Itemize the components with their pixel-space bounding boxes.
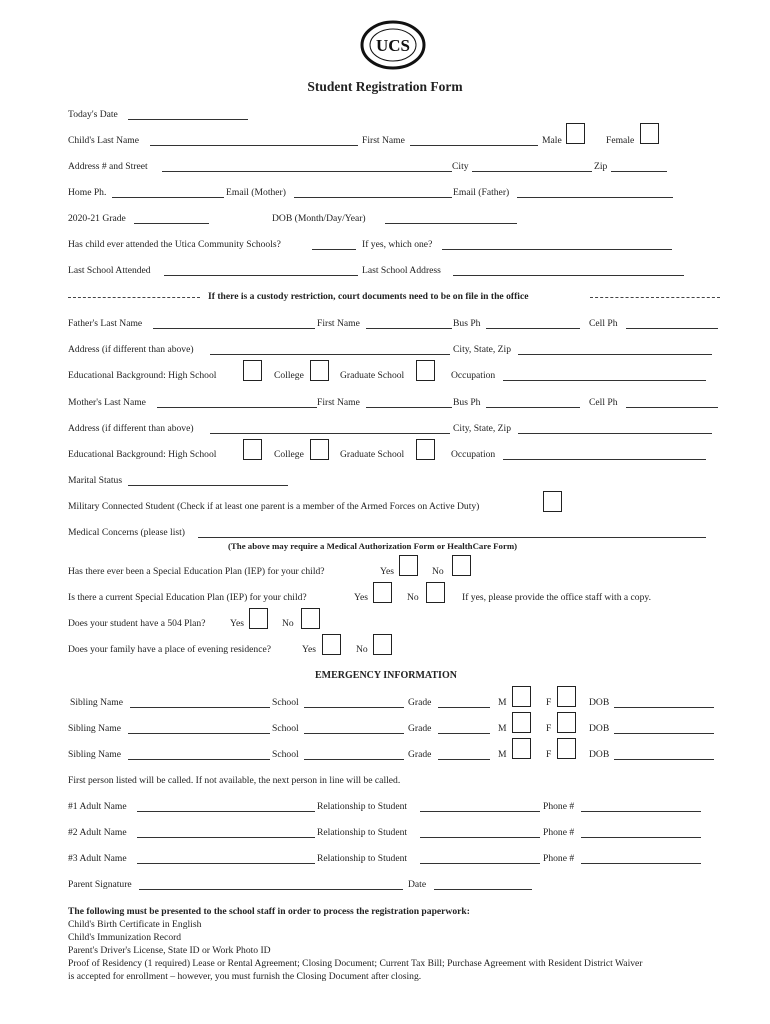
last-school-address-field[interactable] bbox=[453, 275, 684, 276]
military-checkbox[interactable] bbox=[543, 491, 562, 512]
zip-field[interactable] bbox=[611, 171, 667, 172]
military-label: Military Connected Student (Check if at least one parent is a member of the Armed Forces on Active Duty) bbox=[68, 501, 480, 512]
grade-field[interactable] bbox=[134, 223, 209, 224]
last-school-field[interactable] bbox=[164, 275, 358, 276]
emergency-header: EMERGENCY INFORMATION bbox=[315, 670, 457, 681]
sibling-grade-label: Grade bbox=[408, 723, 432, 734]
address-label: Address # and Street bbox=[68, 161, 148, 172]
mother-education-label: Educational Background: High School bbox=[68, 449, 217, 460]
adult-3-phone-field[interactable] bbox=[581, 863, 701, 864]
evening-residence-question: Does your family have a place of evening residence? bbox=[68, 644, 271, 655]
mother-high-school-checkbox[interactable] bbox=[243, 439, 262, 460]
father-occupation-field[interactable] bbox=[503, 380, 706, 381]
plan504-yes-checkbox[interactable] bbox=[249, 608, 268, 629]
adult-3-relationship-field[interactable] bbox=[420, 863, 540, 864]
father-city-state-zip-field[interactable] bbox=[518, 354, 712, 355]
mother-college-checkbox[interactable] bbox=[310, 439, 329, 460]
mother-cell-phone-field[interactable] bbox=[626, 407, 718, 408]
sibling-f-checkbox[interactable] bbox=[557, 712, 576, 733]
adult-1-label: #1 Adult Name bbox=[68, 801, 127, 812]
mother-first-name-field[interactable] bbox=[366, 407, 452, 408]
female-label: Female bbox=[606, 135, 635, 146]
father-address-field[interactable] bbox=[210, 354, 450, 355]
father-occupation-label: Occupation bbox=[451, 370, 496, 381]
attended-question: Has child ever attended the Utica Community Schools? bbox=[68, 239, 281, 250]
father-cell-phone-label: Cell Ph bbox=[589, 318, 618, 329]
mother-address-label: Address (if different than above) bbox=[68, 423, 194, 434]
father-grad-checkbox[interactable] bbox=[416, 360, 435, 381]
mother-college-label: College bbox=[274, 449, 304, 460]
svg-text:UCS: UCS bbox=[375, 36, 411, 55]
sibling-grade-label: Grade bbox=[408, 697, 432, 708]
sibling-dob-field[interactable] bbox=[614, 733, 714, 734]
home-phone-field[interactable] bbox=[112, 197, 224, 198]
adult-2-phone-field[interactable] bbox=[581, 837, 701, 838]
requirement-item: Parent's Driver's License, State ID or Work Photo ID bbox=[68, 945, 271, 956]
sibling-name-field[interactable] bbox=[130, 707, 270, 708]
sibling-f-checkbox[interactable] bbox=[557, 738, 576, 759]
sibling-school-label: School bbox=[272, 697, 299, 708]
sibling-grade-label: Grade bbox=[408, 749, 432, 760]
adult-2-label: #2 Adult Name bbox=[68, 827, 127, 838]
iep2-yes-label: Yes bbox=[354, 592, 368, 603]
iep-question-1: Has there ever been a Special Education Plan (IEP) for your child? bbox=[68, 566, 325, 577]
sibling-name-label: Sibling Name bbox=[68, 749, 122, 760]
custody-divider-right bbox=[590, 297, 720, 298]
email-father-field[interactable] bbox=[517, 197, 673, 198]
medical-note: (The above may require a Medical Authorization Form or HealthCare Form) bbox=[228, 541, 518, 551]
sibling-dob-field[interactable] bbox=[614, 759, 714, 760]
father-last-name-field[interactable] bbox=[153, 328, 315, 329]
signature-date-field[interactable] bbox=[434, 889, 532, 890]
sibling-name-field[interactable] bbox=[128, 759, 270, 760]
last-school-label: Last School Attended bbox=[68, 265, 151, 276]
sibling-name-label: Sibling Name bbox=[70, 697, 124, 708]
sibling-dob-label: DOB bbox=[589, 697, 610, 708]
father-address-label: Address (if different than above) bbox=[68, 344, 194, 355]
requirement-item: Child's Birth Certificate in English bbox=[68, 919, 202, 930]
sibling-m-checkbox[interactable] bbox=[512, 738, 531, 759]
marital-status-field[interactable] bbox=[128, 485, 288, 486]
iep1-yes-checkbox[interactable] bbox=[399, 555, 418, 576]
evening-yes-label: Yes bbox=[302, 644, 316, 655]
evening-no-label: No bbox=[356, 644, 368, 655]
adult-2-relationship-field[interactable] bbox=[420, 837, 540, 838]
sibling-m-label: M bbox=[498, 749, 507, 760]
custody-notice: If there is a custody restriction, court documents need to be on file in the office bbox=[208, 291, 529, 302]
city-field[interactable] bbox=[472, 171, 592, 172]
iep2-no-checkbox[interactable] bbox=[426, 582, 445, 603]
ucs-logo bbox=[360, 20, 426, 70]
sibling-f-label: F bbox=[546, 749, 552, 760]
sibling-m-label: M bbox=[498, 697, 507, 708]
iep2-yes-checkbox[interactable] bbox=[373, 582, 392, 603]
adult-2-relationship-label: Relationship to Student bbox=[317, 827, 408, 838]
requirement-item: is accepted for enrollment – however, you must furnish the Closing Document after closing. bbox=[68, 971, 422, 982]
iep1-no-checkbox[interactable] bbox=[452, 555, 471, 576]
zip-label: Zip bbox=[594, 161, 608, 172]
sibling-school-field[interactable] bbox=[304, 733, 404, 734]
which-one-label: If yes, which one? bbox=[362, 239, 433, 250]
todays-date-label: Today's Date bbox=[68, 109, 118, 120]
female-checkbox[interactable] bbox=[640, 123, 659, 144]
sibling-grade-field[interactable] bbox=[438, 759, 490, 760]
adult-3-name-field[interactable] bbox=[137, 863, 315, 864]
father-first-name-label: First Name bbox=[317, 318, 360, 329]
adult-2-phone-label: Phone # bbox=[543, 827, 575, 838]
father-bus-phone-label: Bus Ph bbox=[453, 318, 481, 329]
dob-label: DOB (Month/Day/Year) bbox=[272, 213, 366, 224]
father-education-label: Educational Background: High School bbox=[68, 370, 217, 381]
sibling-school-field[interactable] bbox=[304, 707, 404, 708]
mother-occupation-field[interactable] bbox=[503, 459, 706, 460]
sibling-grade-field[interactable] bbox=[438, 707, 490, 708]
father-grad-label: Graduate School bbox=[340, 370, 405, 381]
sibling-school-label: School bbox=[272, 749, 299, 760]
home-phone-label: Home Ph. bbox=[68, 187, 107, 198]
sibling-school-label: School bbox=[272, 723, 299, 734]
mother-bus-phone-label: Bus Ph bbox=[453, 397, 481, 408]
adult-3-label: #3 Adult Name bbox=[68, 853, 127, 864]
dob-field[interactable] bbox=[385, 223, 517, 224]
sibling-dob-field[interactable] bbox=[614, 707, 714, 708]
mother-cell-phone-label: Cell Ph bbox=[589, 397, 618, 408]
sibling-f-label: F bbox=[546, 723, 552, 734]
sibling-grade-field[interactable] bbox=[438, 733, 490, 734]
sibling-m-checkbox[interactable] bbox=[512, 686, 531, 707]
iep1-no-label: No bbox=[432, 566, 444, 577]
father-college-label: College bbox=[274, 370, 304, 381]
iep-question-2: Is there a current Special Education Plan (IEP) for your child? bbox=[68, 592, 307, 603]
mother-first-name-label: First Name bbox=[317, 397, 360, 408]
plan504-yes-label: Yes bbox=[230, 618, 244, 629]
sibling-f-checkbox[interactable] bbox=[557, 686, 576, 707]
mother-city-state-zip-label: City, State, Zip bbox=[453, 423, 512, 434]
parent-signature-field[interactable] bbox=[139, 889, 403, 890]
iep1-yes-label: Yes bbox=[380, 566, 394, 577]
evening-no-checkbox[interactable] bbox=[373, 634, 392, 655]
sibling-school-field[interactable] bbox=[304, 759, 404, 760]
iep-note: If yes, please provide the office staff with a copy. bbox=[462, 592, 651, 603]
custody-divider-left bbox=[68, 297, 200, 298]
email-father-label: Email (Father) bbox=[453, 187, 510, 198]
mother-grad-label: Graduate School bbox=[340, 449, 405, 460]
father-city-state-zip-label: City, State, Zip bbox=[453, 344, 512, 355]
mother-grad-checkbox[interactable] bbox=[416, 439, 435, 460]
mother-last-name-label: Mother's Last Name bbox=[68, 397, 146, 408]
address-field[interactable] bbox=[162, 171, 452, 172]
adult-1-phone-label: Phone # bbox=[543, 801, 575, 812]
first-name-field[interactable] bbox=[410, 145, 538, 146]
medical-concerns-label: Medical Concerns (please list) bbox=[68, 527, 185, 538]
todays-date-field[interactable] bbox=[128, 119, 248, 120]
mother-occupation-label: Occupation bbox=[451, 449, 496, 460]
marital-status-label: Marital Status bbox=[68, 475, 123, 486]
adult-3-phone-label: Phone # bbox=[543, 853, 575, 864]
grade-label: 2020-21 Grade bbox=[68, 213, 126, 224]
mother-bus-phone-field[interactable] bbox=[486, 407, 580, 408]
sibling-name-field[interactable] bbox=[128, 733, 270, 734]
mother-city-state-zip-field[interactable] bbox=[518, 433, 712, 434]
mother-last-name-field[interactable] bbox=[157, 407, 317, 408]
father-high-school-checkbox[interactable] bbox=[243, 360, 262, 381]
first-name-label: First Name bbox=[362, 135, 405, 146]
male-label: Male bbox=[542, 135, 562, 146]
first-person-note: First person listed will be called. If not available, the next person in line will be called. bbox=[68, 775, 401, 786]
adult-1-phone-field[interactable] bbox=[581, 811, 701, 812]
sibling-m-label: M bbox=[498, 723, 507, 734]
iep2-no-label: No bbox=[407, 592, 419, 603]
requirement-item: Child's Immunization Record bbox=[68, 932, 182, 943]
father-college-checkbox[interactable] bbox=[310, 360, 329, 381]
plan504-no-checkbox[interactable] bbox=[301, 608, 320, 629]
sibling-f-label: F bbox=[546, 697, 552, 708]
requirements-header: The following must be presented to the school staff in order to process the registration paperwork: bbox=[68, 906, 470, 917]
parent-signature-label: Parent Signature bbox=[68, 879, 132, 890]
father-first-name-field[interactable] bbox=[366, 328, 452, 329]
male-checkbox[interactable] bbox=[566, 123, 585, 144]
page-title: Student Registration Form bbox=[307, 79, 463, 94]
medical-concerns-field[interactable] bbox=[198, 537, 706, 538]
sibling-dob-label: DOB bbox=[589, 723, 610, 734]
date-label: Date bbox=[408, 879, 427, 890]
father-last-name-label: Father's Last Name bbox=[68, 318, 143, 329]
evening-yes-checkbox[interactable] bbox=[322, 634, 341, 655]
email-mother-label: Email (Mother) bbox=[226, 187, 286, 198]
father-bus-phone-field[interactable] bbox=[486, 328, 580, 329]
sibling-dob-label: DOB bbox=[589, 749, 610, 760]
father-cell-phone-field[interactable] bbox=[626, 328, 718, 329]
which-one-field[interactable] bbox=[442, 249, 672, 250]
adult-1-relationship-label: Relationship to Student bbox=[317, 801, 408, 812]
childs-last-name-field[interactable] bbox=[150, 145, 358, 146]
adult-1-relationship-field[interactable] bbox=[420, 811, 540, 812]
attended-field[interactable] bbox=[312, 249, 356, 250]
last-school-address-label: Last School Address bbox=[362, 265, 441, 276]
adult-2-name-field[interactable] bbox=[137, 837, 315, 838]
requirement-item: Proof of Residency (1 required) Lease or Rental Agreement; Closing Document; Current Tax Bill; Purchase Agreement with Resident District Waiver bbox=[68, 958, 643, 969]
adult-3-relationship-label: Relationship to Student bbox=[317, 853, 408, 864]
logo-seal bbox=[360, 20, 426, 70]
city-label: City bbox=[452, 161, 469, 172]
email-mother-field[interactable] bbox=[294, 197, 452, 198]
sibling-m-checkbox[interactable] bbox=[512, 712, 531, 733]
mother-address-field[interactable] bbox=[210, 433, 450, 434]
sibling-name-label: Sibling Name bbox=[68, 723, 122, 734]
adult-1-name-field[interactable] bbox=[137, 811, 315, 812]
plan504-no-label: No bbox=[282, 618, 294, 629]
plan504-question: Does your student have a 504 Plan? bbox=[68, 618, 206, 629]
childs-last-name-label: Child's Last Name bbox=[68, 135, 140, 146]
